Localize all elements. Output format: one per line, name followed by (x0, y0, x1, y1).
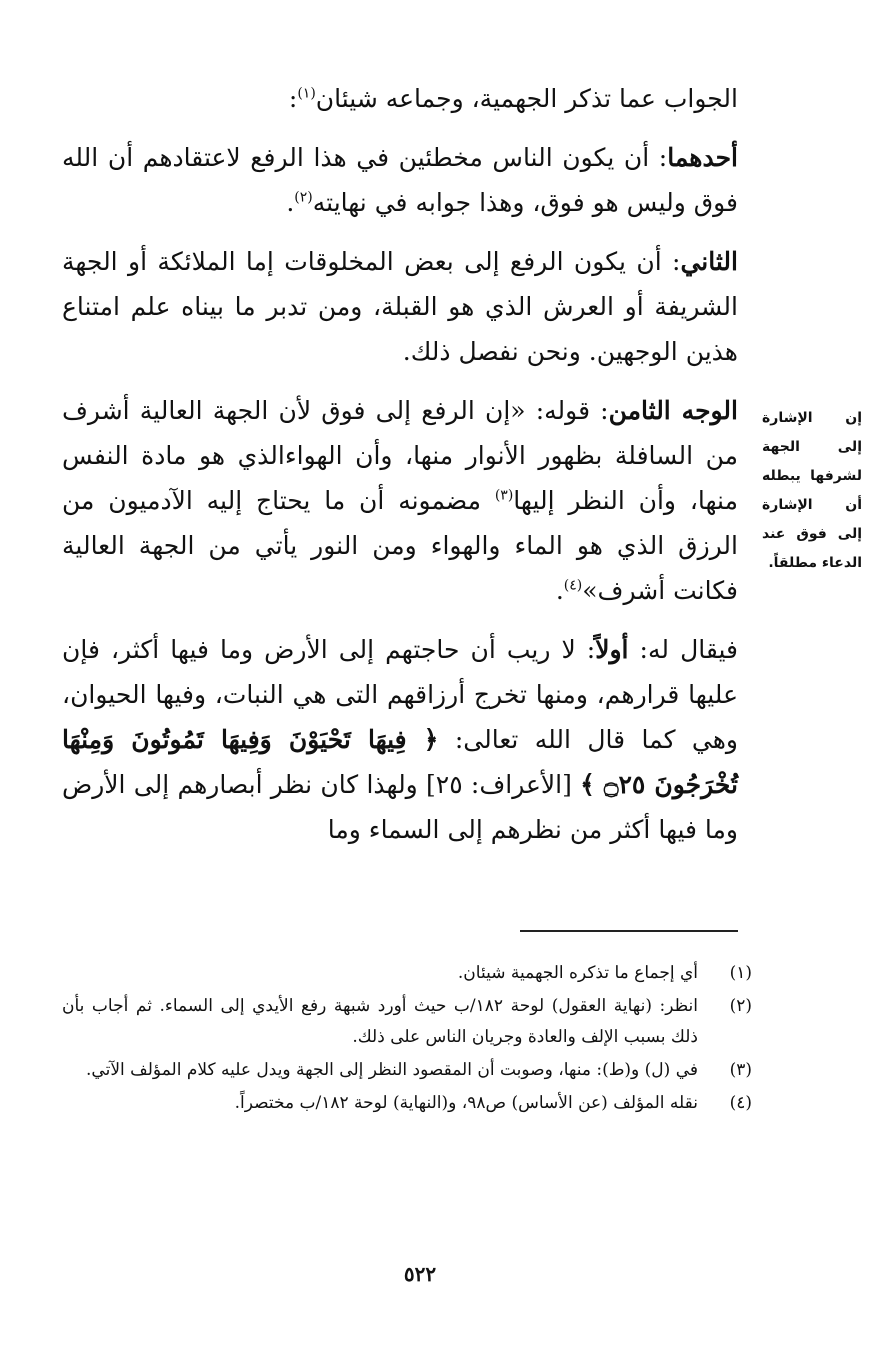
paragraph-5-text-b: : لا ريب أن حاجتهم إلى الأرض وما فيها أكثر، فإن عليها قرارهم، ومنها تخرج أرزاقهم التى هي النبات، وفيها الحيوان، وهي كما قال الله تعالى: (62, 635, 738, 754)
paragraph-5 (62, 627, 738, 852)
footnote-1 (62, 958, 752, 989)
footnote-3 (62, 1055, 752, 1086)
paragraph-5-lead: أولاً (595, 635, 629, 664)
footnote-number: (٣) (729, 1060, 752, 1080)
paragraph-3-lead: الثاني (680, 247, 738, 276)
footnote-number: (٤) (729, 1093, 752, 1113)
paragraph-1 (62, 76, 738, 121)
footnote-number: (١) (729, 963, 752, 983)
paragraph-4 (62, 388, 738, 613)
paragraph-2 (62, 135, 738, 225)
paragraph-3-text: : أن يكون الرفع إلى بعض المخلوقات إما الملائكة أو الجهة الشريفة أو العرش الذي هو القبلة، ومن تدبر ما بيناه علم امتناع هذين الوجهين. ونحن نفصل ذلك. (62, 247, 738, 366)
paragraph-2-lead: أحدهما (667, 143, 738, 172)
page-number: ٥٢٢ (403, 1262, 437, 1286)
footnote-ref-1: (١) (297, 85, 316, 102)
footnotes (62, 958, 752, 1121)
paragraph-1-text: الجواب عما تذكر الجهمية، وجماعه شيئان (315, 84, 738, 113)
paragraph-2-end: . (286, 188, 295, 217)
paragraph-1-end: : (288, 84, 298, 113)
footnote-4 (62, 1088, 752, 1119)
footnote-ref-4: (٤) (563, 577, 583, 594)
footnote-2 (62, 991, 752, 1053)
main-text (62, 76, 738, 866)
footnote-text: أي إجماع ما تذكره الجهمية شيئان. (457, 963, 698, 983)
paragraph-4-text-b: مضمونه أن ما يحتاج إليه الآدميون من الرزق الذي هو الماء والهواء ومن النور يأتي من الجهة العالية فكانت أشرف» (62, 486, 738, 605)
footnote-ref-3: (٣) (494, 487, 514, 504)
quran-verse: ﴿ فِيهَا تَحْيَوْنَ وَفِيهَا تَمُوتُونَ وَمِنْهَا تُخْرَجُونَ ۝٢٥ ﴾ (62, 725, 739, 799)
margin-note: إن الإشارة إلى الجهة لشرفها يبطله أن الإشارة إلى فوق عند الدعاء مطلقاً. (762, 410, 862, 571)
footnote-number: (٢) (729, 996, 752, 1016)
footnote-text: نقله المؤلف (عن الأساس) ص٩٨، و(النهاية) لوحة ١٨٢/ب مختصراً. (234, 1093, 698, 1113)
paragraph-4-lead: الوجه الثامن (608, 396, 738, 425)
footnote-text: في (ل) و(ط): منها، وصوبت أن المقصود النظر إلى الجهة ويدل عليه كلام المؤلف الآتي. (86, 1060, 698, 1080)
paragraph-4-text-a: : قوله: «إن الرفع إلى فوق لأن الجهة العالية أشرف من السافلة بظهور الأنوار منها، وأن الهواءالذي هو مادة النفس منها، وأن النظر إليها (62, 396, 738, 515)
paragraph-5-text-a: فيقال له: (628, 635, 738, 664)
paragraph-2-text: : أن يكون الناس مخطئين في هذا الرفع لاعتقادهم أن الله فوق وليس هو فوق، وهذا جوابه في نهايته (62, 143, 738, 217)
paragraph-3 (62, 239, 738, 374)
paragraph-5-text-c: [الأعراف: ٢٥] ولهذا كان نظر أبصارهم إلى الأرض وما فيها أكثر من نظرهم إلى السماء وما (62, 770, 738, 844)
footnote-divider (520, 930, 738, 932)
footnote-ref-2: (٢) (294, 189, 313, 206)
footnote-text: انظر: (نهاية العقول) لوحة ١٨٢/ب حيث أورد شبهة رفع الأيدي إلى السماء. ثم أجاب بأن ذلك بسبب الإلف والعادة وجريان الناس على ذلك. (62, 996, 699, 1047)
paragraph-4-end: . (555, 576, 564, 605)
